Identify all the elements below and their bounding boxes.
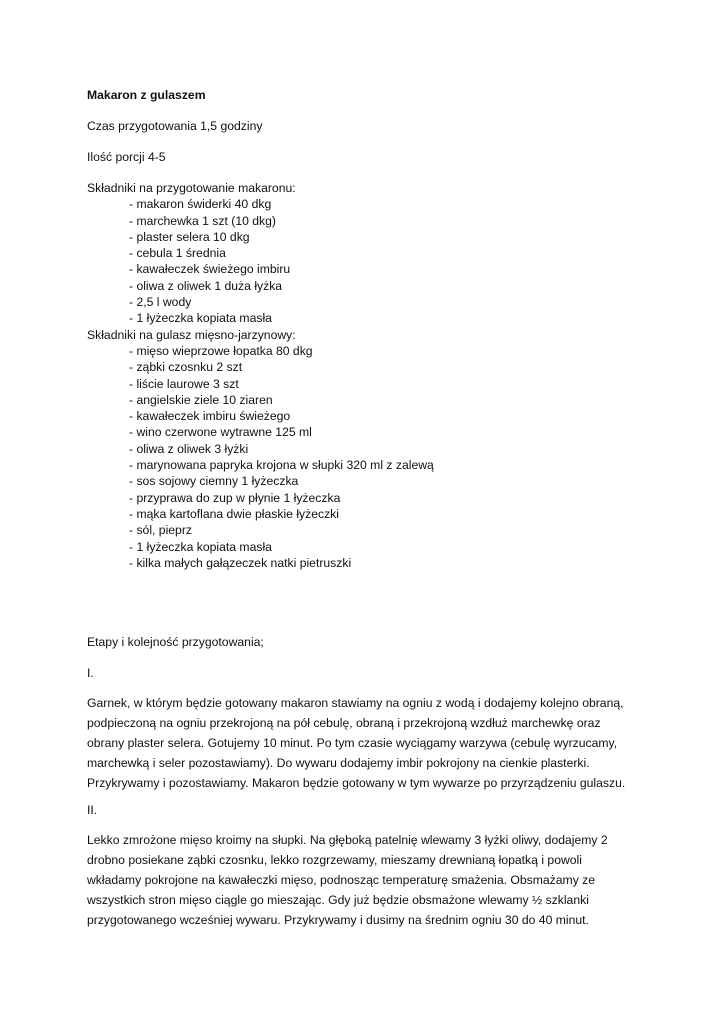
pasta-ingredient-item: - 2,5 l wody <box>129 295 192 310</box>
goulash-ingredient-item: - marynowana papryka krojona w słupki 320 ml z zalewą <box>129 458 434 473</box>
goulash-ingredients-heading: Składniki na gulasz mięsno-jarzynowy: <box>87 327 296 342</box>
step-1-paragraph <box>87 693 647 793</box>
pasta-ingredient-item: - 1 łyżeczka kopiata masła <box>129 311 272 326</box>
pasta-ingredient-item: - makaron świderki 40 dkg <box>129 197 272 212</box>
step-1-line: Garnek, w którym będzie gotowany makaron stawiamy na ogniu z wodą i dodajemy kolejno obraną, <box>87 696 624 710</box>
goulash-ingredient-item: - oliwa z oliwek 3 łyżki <box>129 441 249 456</box>
step-2-line: drobno posiekane ząbki czosnku, lekko rozgrzewamy, mieszamy drewnianą łopatką i powoli <box>87 853 582 867</box>
step-1-line: obrany plaster selera. Gotujemy 10 minut. Po tym czasie wyciągamy warzywa (cebulę wyrzucamy, <box>87 736 618 750</box>
goulash-ingredient-item: - mięso wieprzowe łopatka 80 dkg <box>129 343 313 358</box>
goulash-ingredient-item: - mąka kartoflana dwie płaskie łyżeczki <box>129 506 339 521</box>
pasta-ingredient-item: - oliwa z oliwek 1 duża łyżka <box>129 278 283 293</box>
recipe-title: Makaron z gulaszem <box>87 88 206 102</box>
step-1-label: I. <box>87 666 94 680</box>
goulash-ingredient-item: - sos sojowy ciemny 1 łyżeczka <box>129 474 299 489</box>
ingredients-list <box>87 180 647 571</box>
step-2-paragraph <box>87 830 647 930</box>
goulash-ingredient-item: - kilka małych gałązeczek natki pietruszki <box>129 555 352 570</box>
goulash-ingredient-item: - kawałeczek imbiru świeżego <box>129 409 291 424</box>
step-2-line: wszystkich stron mięso ciągle go mieszając. Gdy już będzie obsmażone wlewamy ½ szklanki <box>87 893 589 907</box>
goulash-ingredient-item: - ząbki czosnku 2 szt <box>129 360 243 375</box>
steps-heading: Etapy i kolejność przygotowania; <box>87 635 264 649</box>
goulash-ingredient-item: - przyprawa do zup w płynie 1 łyżeczka <box>129 490 341 505</box>
goulash-ingredient-item: - wino czerwone wytrawne 125 ml <box>129 425 312 440</box>
goulash-ingredient-item: - angielskie ziele 10 ziaren <box>129 392 273 407</box>
goulash-ingredient-item: - liście laurowe 3 szt <box>129 376 239 391</box>
goulash-ingredient-item: - 1 łyżeczka kopiata masła <box>129 539 272 554</box>
step-2-line: wkładamy pokrojone na kawałeczki mięso, podnosząc temperaturę smażenia. Obsmażamy ze <box>87 873 596 887</box>
pasta-ingredient-item: - kawałeczek świeżego imbiru <box>129 262 291 277</box>
step-1-line: marchewką i seler pozostawiamy). Do wywaru dodajemy imbir pokrojony na cienkie plasterki. <box>87 756 590 770</box>
pasta-ingredient-item: - marchewka 1 szt (10 dkg) <box>129 213 276 228</box>
prep-time: Czas przygotowania 1,5 godziny <box>87 119 263 133</box>
goulash-ingredient-item: - sól, pieprz <box>129 523 192 538</box>
servings: Ilość porcji 4-5 <box>87 150 166 164</box>
pasta-ingredient-item: - plaster selera 10 dkg <box>129 229 250 244</box>
pasta-ingredient-item: - cebula 1 średnia <box>129 246 226 261</box>
step-1-line: podpieczoną na ogniu przekrojoną na pół cebulę, obraną i przekrojoną wzdłuż marchewkę oraz <box>87 716 601 730</box>
step-2-line: przygotowanego wcześniej wywaru. Przykrywamy i dusimy na średnim ogniu 30 do 40 minut. <box>87 913 589 927</box>
step-2-line: Lekko zmrożone mięso kroimy na słupki. Na głęboką patelnię wlewamy 3 łyżki oliwy, dodajemy 2 <box>87 833 608 847</box>
step-2-label: II. <box>87 803 98 817</box>
pasta-ingredients-heading: Składniki na przygotowanie makaronu: <box>87 181 296 195</box>
step-1-line: Przykrywamy i pozostawiamy. Makaron będzie gotowany w tym wywarze po przyrządzeniu gulaszu. <box>87 776 626 790</box>
